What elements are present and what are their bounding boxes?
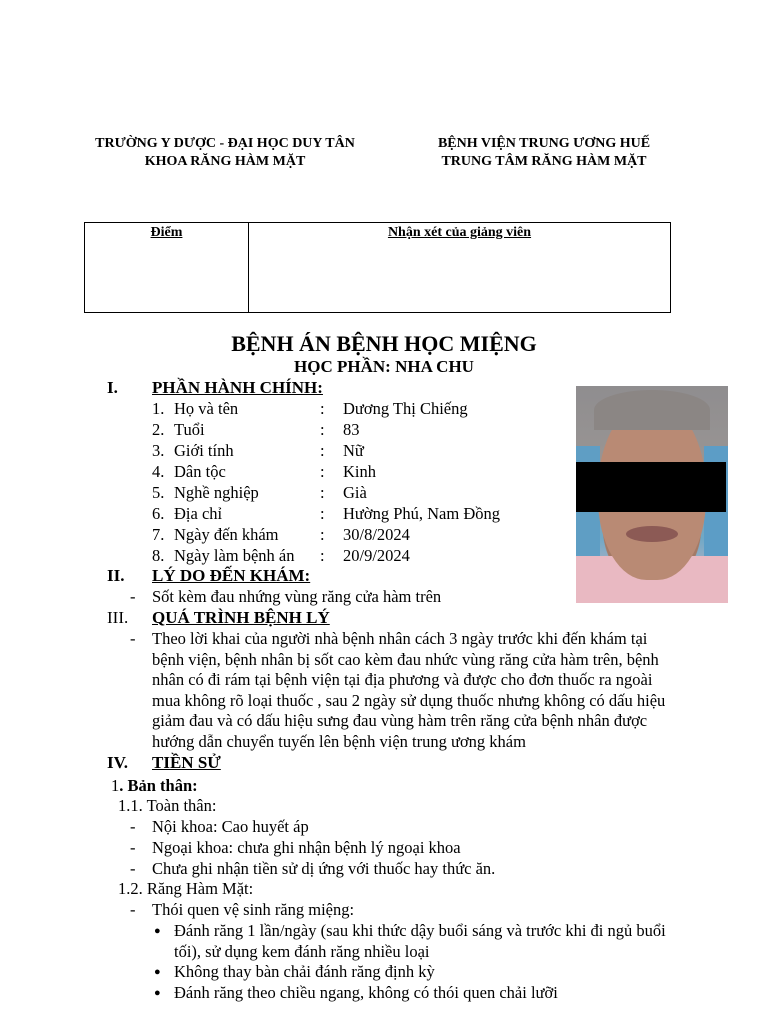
info-row-value: Hường Phú, Nam Đồng (343, 504, 500, 523)
info-row-label: Họ và tên (174, 399, 239, 418)
patient-photo (576, 386, 728, 603)
info-row-label: Nghề nghiệp (174, 483, 259, 502)
info-row-value: 20/9/2024 (343, 546, 410, 565)
document-title: BỆNH ÁN BỆNH HỌC MIỆNG (231, 331, 537, 356)
comment-header: Nhận xét của giảng viên (387, 225, 532, 240)
section-3-heading: III. QUÁ TRÌNH BỆNH LÝ (107, 608, 330, 627)
brushing-frequency-cont: tối), sử dụng kem đánh răng nhiều loại (174, 942, 430, 961)
info-row-number: 8. (152, 546, 165, 565)
visit-reason: Sốt kèm đau nhứng vùng răng cửa hàm trên (152, 587, 442, 606)
internal-medicine: Nội khoa: Cao huyết áp (152, 817, 309, 836)
info-row-value: Nữ (343, 441, 364, 460)
info-row-number: 4. (152, 462, 165, 481)
info-row-value: 83 (343, 420, 360, 439)
surgery-history: Ngoại khoa: chưa ghi nhận bệnh lý ngoại khoa (152, 838, 461, 857)
school-header (80, 135, 370, 171)
info-row-label: Địa chỉ (174, 504, 223, 523)
brushing-frequency: Đánh răng 1 lần/ngày (sau khi thức dậy buổi sáng và trước khi đi ngủ buổi (174, 921, 666, 940)
section-4-heading: IV. TIỀN SỬ (107, 753, 221, 772)
hospital-header (412, 135, 676, 171)
info-row-colon: : (320, 399, 325, 418)
info-row-value: Dương Thị Chiếng (343, 399, 468, 418)
section-2-heading: II. LÝ DO ĐẾN KHÁM: (107, 566, 311, 585)
info-row-label: Tuổi (174, 420, 205, 439)
bullet-point: ● (154, 966, 161, 978)
dash-bullet: - (130, 838, 136, 857)
subsection-dental: 1.2. Răng Hàm Mặt: (118, 879, 254, 898)
info-row-colon: : (320, 546, 325, 565)
info-row-value: Kinh (343, 462, 376, 481)
info-row-label: Ngày làm bệnh án (174, 546, 295, 565)
dash-bullet: - (130, 629, 136, 648)
hygiene-habits: Thói quen vệ sinh răng miệng: (152, 900, 355, 919)
info-row-number: 6. (152, 504, 165, 523)
info-row-colon: : (320, 462, 325, 481)
info-row-colon: : (320, 483, 325, 502)
allergy-history: Chưa ghi nhận tiền sử dị ứng với thuốc hay thức ăn. (152, 859, 496, 878)
dash-bullet: - (130, 587, 136, 606)
info-row-label: Ngày đến khám (174, 525, 279, 544)
info-row-number: 2. (152, 420, 165, 439)
hospital-name: BỆNH VIỆN TRUNG ƯƠNG HUẾ (437, 136, 651, 151)
school-name: TRƯỜNG Y DƯỢC - ĐẠI HỌC DUY TÂN (95, 136, 355, 151)
info-row-number: 3. (152, 441, 165, 460)
section-1-heading: I. PHẦN HÀNH CHÍNH: (107, 378, 323, 397)
brushing-technique: Đánh răng theo chiều ngang, không có thói quen chải lưỡi (174, 983, 558, 1002)
dash-bullet: - (130, 900, 136, 919)
subsection-systemic: 1.1. Toàn thân: (118, 796, 217, 815)
info-row-number: 1. (152, 399, 165, 418)
subsection-personal: 1. Bản thân: (111, 776, 198, 795)
dash-bullet: - (130, 859, 136, 878)
faculty-name: KHOA RĂNG HÀM MẶT (144, 154, 306, 169)
dash-bullet: - (130, 817, 136, 836)
info-row-colon: : (320, 441, 325, 460)
center-name: TRUNG TÂM RĂNG HÀM MẶT (441, 154, 647, 169)
info-row-number: 5. (152, 483, 165, 502)
info-row-colon: : (320, 504, 325, 523)
info-row-colon: : (320, 525, 325, 544)
info-row-value: 30/8/2024 (343, 525, 410, 544)
info-row-label: Dân tộc (174, 462, 226, 481)
bullet-point: ● (154, 925, 161, 937)
info-row-colon: : (320, 420, 325, 439)
grade-table (84, 222, 671, 313)
info-row-number: 7. (152, 525, 165, 544)
toothbrush-replacement: Không thay bàn chải đánh răng định kỳ (174, 962, 435, 981)
redaction-bar (576, 462, 726, 512)
document-subtitle: HỌC PHẦN: NHA CHU (294, 357, 474, 376)
illness-history: Theo lời khai của người nhà bệnh nhân cách 3 ngày trước khi đến khám tại bệnh viện, bệnh nhân bị sốt cao kèm đau nhức vùng răng cửa hàm trên, bệnh nhân có đi rám tại bệnh viện tại địa phương và được cho đơn thuốc ra ngoài mua không rõ loại thuốc , sau 2 ngày sử dụng thuốc nhưng không có dấu hiệu giảm đau và có dấu hiệu sưng đau vùng hàm trên răng cửa bệnh nhân được hướng dẫn chuyển tuyến lên bệnh viện trung ương khám (152, 629, 666, 751)
info-row-value: Già (343, 483, 367, 502)
bullet-point: ● (154, 987, 161, 999)
score-header: Điểm (85, 223, 249, 312)
info-row-label: Giới tính (174, 441, 234, 460)
